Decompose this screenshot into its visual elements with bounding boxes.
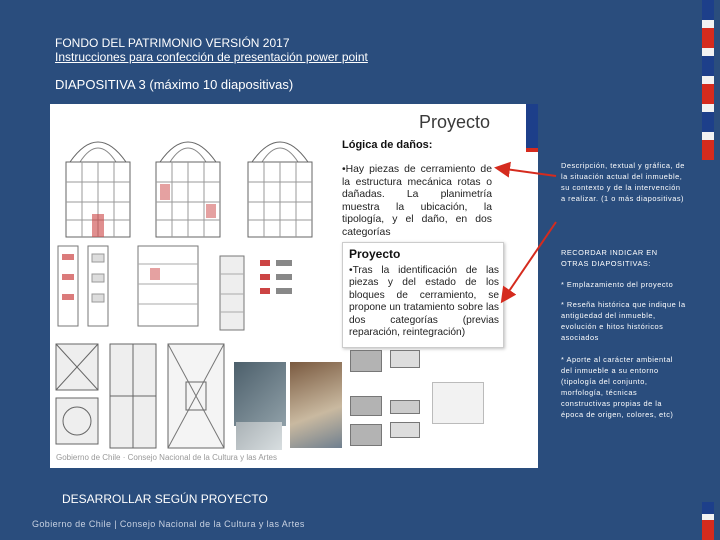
slide-title: Proyecto — [418, 112, 490, 132]
description-note: Descripción, textual y gráfica, de la situación actual del inmueble, su contexto y de la intervención a realizar. (1 o más diapositivas) — [561, 161, 685, 203]
header-title: FONDO DEL PATRIMONIO VERSIÓN 2017 — [55, 36, 290, 50]
reminder-item-environment: * Aporte al carácter ambiental del inmueble a su entorno (tipología del conjunto, morfología, técnicas constructivas propias de la época de origen, colores, etc) — [561, 355, 674, 419]
slide-footer: Gobierno de Chile · Consejo Nacional de la Cultura y las Artes — [56, 453, 278, 462]
damage-logic-heading: Lógica de daños: — [342, 139, 433, 151]
header-instructions-link[interactable]: Instrucciones para confección de presentación power point — [55, 50, 368, 64]
reminder-item-location: * Emplazamiento del proyecto — [561, 280, 674, 289]
slide-number-heading: DIAPOSITIVA 3 (máximo 10 diapositivas) — [55, 77, 294, 92]
damage-logic-text: •Hay piezas de cerramiento de la estructura mecánica rotas o dañadas. La planimetría muestra la ubicación, la tipología, y el daño, en dos categorías — [342, 164, 492, 238]
page-footer: Gobierno de Chile | Consejo Nacional de la Cultura y las Artes — [32, 519, 305, 529]
arrow-to-project — [503, 222, 556, 300]
project-callout-heading: Proyecto — [349, 247, 401, 261]
develop-instruction: DESARROLLAR SEGÚN PROYECTO — [62, 492, 268, 506]
arrow-to-description — [498, 168, 556, 176]
reminder-heading: RECORDAR INDICAR EN OTRAS DIAPOSITIVAS: — [561, 248, 658, 268]
project-callout-text: •Tras la identificación de las piezas y del estado de los bloques de cerramiento, se propone un tratamiento sobre las dos categorías (previas reparación, reintegración) — [349, 265, 499, 339]
reminder-item-history: * Reseña histórica que indique la antigüedad del inmueble, evolución e hitos históricos asociados — [561, 300, 686, 342]
